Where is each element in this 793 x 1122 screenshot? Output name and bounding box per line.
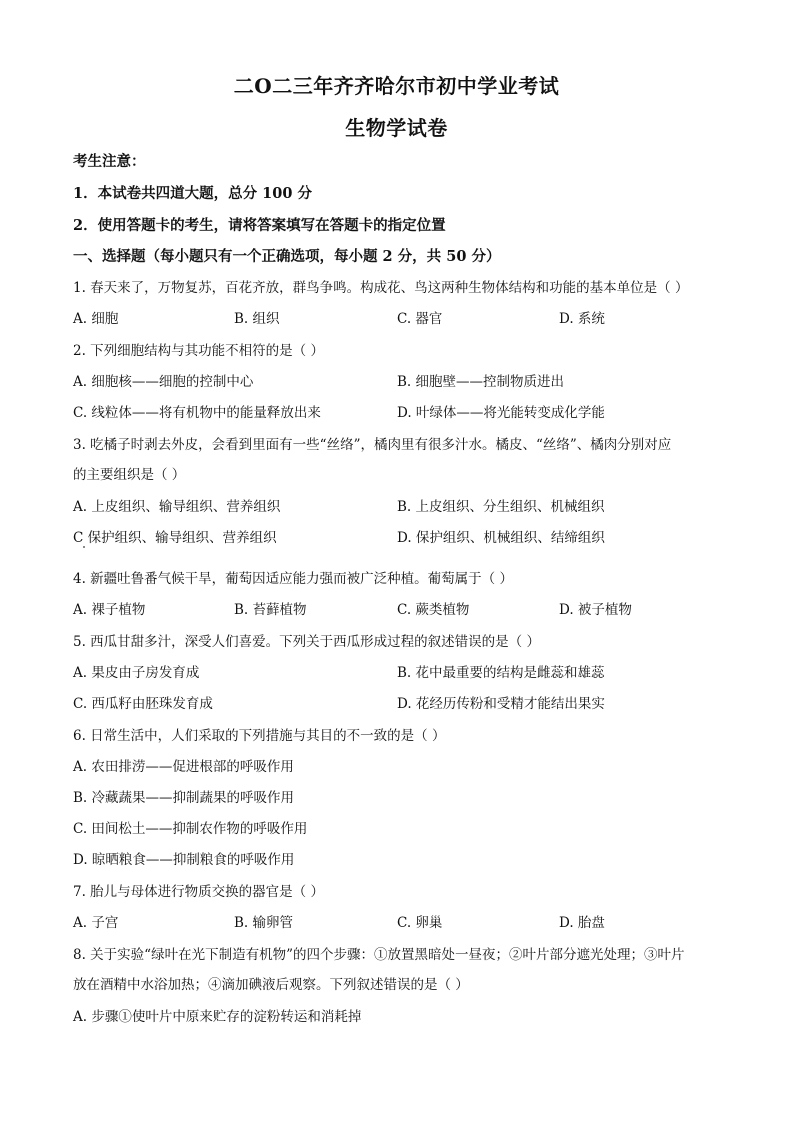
question-4-option-b: B. 苔藓植物 [234, 602, 307, 618]
question-5-option-b: B. 花中最重要的结构是雌蕊和雄蕊 [397, 665, 605, 681]
question-5-option-a: A. 果皮由子房发育成 [73, 665, 200, 681]
question-4-option-d: D. 被子植物 [559, 602, 632, 618]
question-4-stem: 4. 新疆吐鲁番气候干旱，葡萄因适应能力强而被广泛种植。葡萄属于（ ） [73, 571, 513, 587]
question-5-stem: 5. 西瓜甘甜多汁，深受人们喜爱。下列关于西瓜形成过程的叙述错误的是（ ） [73, 634, 540, 650]
question-4-option-a: A. 裸子植物 [73, 602, 146, 618]
notice-item-2: 2．使用答题卡的考生，请将答案填写在答题卡的指定位置 [73, 217, 446, 234]
question-3-stem-line-1: 3. 吃橘子时剥去外皮，会看到里面有一些“丝络”，橘肉里有很多汁水。橘皮、“丝络”、橘肉分别对应 [73, 437, 672, 453]
question-6-option-b: B. 冷藏蔬果——抑制蔬果的呼吸作用 [73, 790, 295, 806]
question-3-option-d: D. 保护组织、机械组织、结缔组织 [397, 530, 605, 546]
question-2-option-c: C. 线粒体——将有机物中的能量释放出来 [73, 405, 321, 421]
question-4-option-c: C. 蕨类植物 [397, 602, 470, 618]
question-7-option-d: D. 胎盘 [559, 915, 605, 931]
question-3-option-b: B. 上皮组织、分生组织、机械组织 [397, 499, 605, 515]
question-7-option-a: A. 子宫 [73, 915, 119, 931]
question-1-option-b: B. 组织 [234, 311, 280, 327]
question-6-option-c: C. 田间松土——抑制农作物的呼吸作用 [73, 821, 308, 837]
question-3-option-c: C 保护组织、输导组织、营养组织 [73, 530, 277, 546]
question-2-option-d: D. 叶绿体——将光能转变成化学能 [397, 405, 605, 421]
stray-dot-mark [83, 546, 85, 548]
question-6-option-a: A. 农田排涝——促进根部的呼吸作用 [73, 759, 294, 775]
question-1-stem: 1. 春天来了，万物复苏，百花齐放，群鸟争鸣。构成花、鸟这两种生物体结构和功能的基本单位是（ ） [73, 280, 689, 296]
question-2-stem: 2. 下列细胞结构与其功能不相符的是（ ） [73, 343, 324, 359]
question-1-option-a: A. 细胞 [73, 311, 119, 327]
exam-subtitle: 生物学试卷 [345, 116, 448, 140]
question-5-option-d: D. 花经历传粉和受精才能结出果实 [397, 696, 605, 712]
exam-title: 二O二三年齐齐哈尔市初中学业考试 [233, 74, 560, 98]
question-7-stem: 7. 胎儿与母体进行物质交换的器官是（ ） [73, 884, 324, 900]
question-1-option-d: D. 系统 [559, 311, 605, 327]
question-7-option-b: B. 输卵管 [234, 915, 294, 931]
section-heading: 一、选择题（每小题只有一个正确选项，每小题 2 分，共 50 分） [73, 248, 501, 265]
question-5-option-c: C. 西瓜籽由胚珠发育成 [73, 696, 213, 712]
question-7-option-c: C. 卵巢 [397, 915, 443, 931]
question-1-option-c: C. 器官 [397, 311, 443, 327]
notice-heading: 考生注意： [73, 153, 146, 170]
question-2-option-b: B. 细胞壁——控制物质进出 [397, 374, 565, 390]
question-3-option-a: A. 上皮组织、输导组织、营养组织 [73, 499, 281, 515]
question-8-stem-line-1: 8. 关于实验“绿叶在光下制造有机物”的四个步骤：①放置黑暗处一昼夜；②叶片部分遮光处理；③叶片 [73, 947, 685, 963]
notice-item-1: 1．本试卷共四道大题，总分 100 分 [73, 185, 312, 202]
question-8-option-a: A. 步骤①使叶片中原来贮存的淀粉转运和消耗掉 [73, 1009, 362, 1025]
question-3-stem-line-2: 的主要组织是（ ） [73, 467, 186, 483]
question-8-stem-line-2: 放在酒精中水浴加热；④滴加碘液后观察。下列叙述错误的是（ ） [73, 977, 469, 993]
question-6-stem: 6. 日常生活中，人们采取的下列措施与其目的不一致的是（ ） [73, 728, 446, 744]
question-2-option-a: A. 细胞核——细胞的控制中心 [73, 374, 254, 390]
question-6-option-d: D. 晾晒粮食——抑制粮食的呼吸作用 [73, 852, 295, 868]
